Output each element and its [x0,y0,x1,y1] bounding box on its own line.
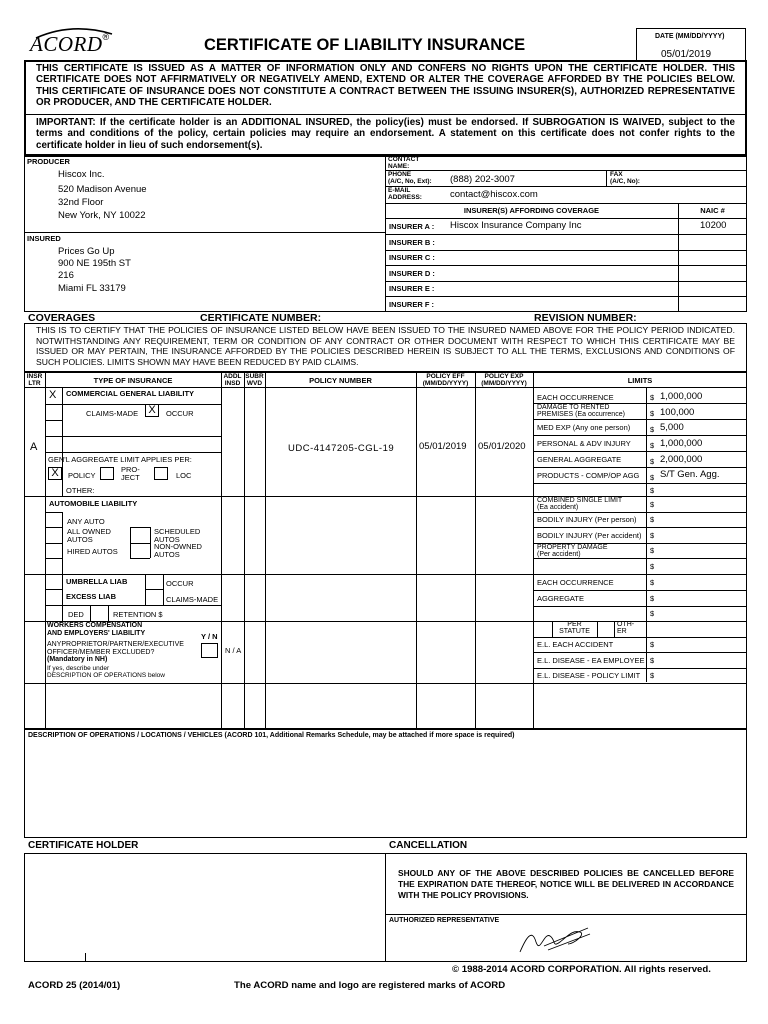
registered-mark: ® [102,32,110,42]
dollar-sign: $ [650,656,655,665]
dollar-sign: $ [650,457,655,466]
gl-limit-products-label: PRODUCTS - COMP/OP AGG [537,471,640,480]
producer-line-3: 32nd Floor [58,197,104,208]
dollar-sign: $ [650,594,655,603]
coverages-statement: THIS IS TO CERTIFY THAT THE POLICIES OF INSURANCE LISTED BELOW HAVE BEEN ISSUED TO THE INSURED NAMED ABOVE FOR THE POLICY PERIOD INDICATED. NOTWITHSTANDING ANY REQUIREMENT, TERM OR CONDITION OF ANY CONTRACT OR OTHER DOCUMENT WITH RESPECT TO WHICH THIS CERTIFICATE MAY BE ISSUED OR MAY PERTAIN, THE INSURANCE AFFORDED BY THE POLICIES DESCRIBED HEREIN IS SUBJECT TO ALL THE TERMS, EXCLUSIONS AND CONDITIONS OF SUCH POLICIES. LIMITS SHOWN MAY HAVE BEEN REDUCED BY PAID CLAIMS. [36,325,735,367]
date-box [636,28,746,62]
acord-logo [30,32,120,58]
gl-policy-number: UDC-4147205-CGL-19 [288,443,395,454]
gl-project-label: PRO- JECT [121,465,140,482]
fax-label: FAX (A/C, No): [610,171,640,185]
gl-occur-label: OCCUR [166,409,194,418]
auto-bi-accident-label: BODILY INJURY (Per accident) [537,531,642,540]
producer-label: PRODUCER [27,157,70,166]
insurer-a-label: INSURER A : [389,222,435,231]
description-box [24,729,747,838]
dollar-sign: $ [650,531,655,540]
cancellation-label: CANCELLATION [389,840,468,851]
gl-limit-personal-adv-label: PERSONAL & ADV INJURY [537,439,631,448]
umbrella-each-occurrence-label: EACH OCCURRENCE [537,578,614,587]
important-lead: IMPORTANT: [36,117,96,128]
ded-label: DED [68,610,84,619]
dollar-sign: $ [650,671,655,680]
insured-label: INSURED [27,234,61,243]
workers-mandatory: (Mandatory in NH) [47,656,108,663]
gl-policy-exp: 05/01/2020 [478,441,526,452]
insr-ltr-header: INSR LTR [26,373,43,387]
producer-line-4: New York, NY 10022 [58,210,146,221]
umbrella-claims-made-label: CLAIMS-MADE [166,595,219,604]
acord-logo-swoosh [32,26,114,40]
dollar-sign: $ [650,393,655,402]
insurer-d-label: INSURER D : [389,269,435,278]
excess-label: EXCESS LIAB [66,592,117,601]
page-title: CERTIFICATE OF LIABILITY INSURANCE [204,36,526,54]
insurer-a-naic: 10200 [700,220,727,231]
el-disease-employee-label: E.L. DISEASE - EA EMPLOYEE [537,656,645,665]
dollar-sign: $ [650,515,655,524]
gl-other-label: OTHER: [66,486,95,495]
gl-limit-each-occurrence-label: EACH OCCURRENCE [537,393,614,402]
type-of-insurance-header: TYPE OF INSURANCE [93,376,173,385]
contact-name-label: CONTACT NAME: [388,156,420,170]
any-auto-label: ANY AUTO [67,517,105,526]
limits-header: LIMITS [627,376,653,385]
gl-limit-med-exp-label: MED EXP (Any one person) [537,423,631,432]
gl-limit-damage-rented-value: 100,000 [660,407,695,418]
insurer-c-label: INSURER C : [389,253,435,262]
umbrella-occur-label: OCCUR [166,579,194,588]
dollar-sign: $ [650,425,655,434]
workers-na: N / A [225,646,242,655]
important-notice [36,117,735,151]
email-value: contact@hiscox.com [450,189,538,200]
copyright: © 1988-2014 ACORD CORPORATION. All rights reserved. [452,964,711,975]
gl-loc-label: LOC [176,471,192,480]
producer-line-1: Hiscox Inc. [58,169,105,180]
el-each-accident-label: E.L. EACH ACCIDENT [537,640,614,649]
gl-limit-personal-adv-value: 1,000,000 [660,438,703,449]
dollar-sign: $ [650,609,655,618]
occur-checkbox[interactable]: X [145,404,159,417]
certificate-number-label: CERTIFICATE NUMBER: [200,312,322,324]
policy-checkbox[interactable]: X [48,467,62,480]
workers-line-1: ANYPROPRIETOR/PARTNER/EXECUTIVE [47,641,184,648]
dollar-sign: $ [650,640,655,649]
el-disease-policy-label: E.L. DISEASE - POLICY LIMIT [537,671,641,680]
hired-autos-label: HIRED AUTOS [67,547,118,556]
description-label: DESCRIPTION OF OPERATIONS / LOCATIONS / VEHICLES (ACORD 101, Additional Remarks Schedule, may be attached if more space is required) [28,732,515,739]
insured-line-2: 900 NE 195th ST [58,258,131,269]
policy-exp-header: POLICY EXP (MM/DD/YYYY) [481,373,527,387]
project-checkbox[interactable] [100,467,114,480]
workers-line-2: OFFICER/MEMBER EXCLUDED? [47,649,155,656]
naic-label: NAIC # [700,206,725,215]
producer-line-2: 520 Madison Avenue [58,184,147,195]
gl-label: COMMERCIAL GENERAL LIABILITY [66,389,195,398]
policy-number-header: POLICY NUMBER [309,376,372,385]
authorized-rep-label: AUTHORIZED REPRESENTATIVE [389,917,500,924]
insurer-e-label: INSURER E : [389,284,435,293]
important-text: If the certificate holder is an ADDITIONAL INSURED, the policy(ies) must be endorsed. If SUBROGATION IS WAIVED, subject to the terms and conditions of the policy, certain policies may require an endorsement. A statement on this certificate does not confer rights to the certificate holder in lieu of such endorsement(s). [36,117,735,151]
dollar-sign: $ [650,546,655,555]
certificate-holder-label: CERTIFICATE HOLDER [28,840,139,851]
retention-label: RETENTION $ [113,610,163,619]
workers-line-3: If yes, describe under [47,665,110,672]
gl-claims-made-label: CLAIMS-MADE [86,409,139,418]
dollar-sign: $ [650,500,655,509]
phone-label: PHONE (A/C, No, Ext): [388,171,432,185]
dollar-sign: $ [650,562,655,571]
auto-pd-label: PROPERTY DAMAGE (Per accident) [537,544,608,558]
gl-insr-ltr: A [30,441,38,453]
auto-bi-person-label: BODILY INJURY (Per person) [537,515,637,524]
gl-limit-general-aggregate-label: GENERAL AGGREGATE [537,455,622,464]
insured-line-3: 216 [58,270,74,281]
gl-limit-med-exp-value: 5,000 [660,422,684,433]
addl-insd-header: ADDL INSD [223,373,242,387]
certificate-notice: THIS CERTIFICATE IS ISSUED AS A MATTER OF INFORMATION ONLY AND CONFERS NO RIGHTS UPON THE CERTIFICATE HOLDER. THIS CERTIFICATE DOES NOT AFFIRMATIVELY OR NEGATIVELY AMEND, EXTEND OR ALTER THE COVERAGE AFFORDED BY THE POLICIES BELOW. THIS CERTIFICATE OF INSURANCE DOES NOT CONSTITUTE A CONTRACT BETWEEN THE ISSUING INSURER(S), AUTHORIZED REPRESENTATIVE OR PRODUCER, AND THE CERTIFICATE HOLDER. [36,63,735,109]
insured-line-1: Prices Go Up [58,246,115,257]
signature-image [514,918,594,958]
auto-label: AUTOMOBILE LIABILITY [49,499,138,508]
umbrella-aggregate-label: AGGREGATE [537,594,584,603]
auto-csl-label: COMBINED SINGLE LIMIT (Ea accident) [537,497,623,511]
insurers-header: INSURER(S) AFFORDING COVERAGE [463,206,600,215]
acord-logo-text: ACORD [30,32,103,56]
workers-excluded-checkbox[interactable] [201,643,218,658]
date-value: 05/01/2019 [661,49,712,60]
trademark-notice: The ACORD name and logo are registered marks of ACORD [234,980,506,991]
policy-eff-header: POLICY EFF (MM/DD/YYYY) [422,373,469,387]
gl-policy-eff: 05/01/2019 [419,441,467,452]
gl-aggregate-applies-label: GEN'L AGGREGATE LIMIT APPLIES PER: [48,455,192,464]
workers-comp-label: WORKERS COMPENSATION AND EMPLOYERS' LIABILITY [47,622,146,637]
insurer-a-name: Hiscox Insurance Company Inc [450,220,582,231]
gl-limit-products-value: S/T Gen. Agg. [660,469,720,480]
per-statute-label: PER STATUTE [559,621,590,635]
phone-value: (888) 202-3007 [450,174,515,185]
gl-limit-each-occurrence-value: 1,000,000 [660,391,703,402]
workers-line-4: DESCRIPTION OF OPERATIONS below [47,672,165,679]
email-label: E-MAIL ADDRESS: [388,187,422,201]
revision-number-label: REVISION NUMBER: [534,312,637,324]
date-label: DATE (MM/DD/YYYY) [655,33,725,40]
gl-check-mark: X [49,389,57,401]
gl-limit-damage-rented-label: DAMAGE TO RENTED PREMISES (Ea occurrence) [537,404,625,418]
loc-checkbox[interactable] [154,467,168,480]
scheduled-label: SCHEDULED AUTOS [154,527,201,544]
insurer-b-label: INSURER B : [389,238,435,247]
form-id: ACORD 25 (2014/01) [28,980,121,991]
non-owned-label: NON-OWNED AUTOS [154,542,202,559]
cancellation-text: SHOULD ANY OF THE ABOVE DESCRIBED POLICIES BE CANCELLED BEFORE THE EXPIRATION DATE THEREOF, NOTICE WILL BE DELIVERED IN ACCORDANCE WITH THE POLICY PROVISIONS. [398,868,734,900]
all-owned-label: ALL OWNED AUTOS [67,527,111,544]
dollar-sign: $ [650,486,655,495]
oth-er-label: OTH- ER [617,621,635,635]
certificate-holder-box [24,853,386,962]
gl-limit-general-aggregate-value: 2,000,000 [660,454,703,465]
dollar-sign: $ [650,578,655,587]
insurer-f-label: INSURER F : [389,300,434,309]
umbrella-label: UMBRELLA LIAB [66,577,128,586]
dollar-sign: $ [650,409,655,418]
dollar-sign: $ [650,441,655,450]
subr-wvd-header: SUBR WVD [245,373,264,387]
coverages-label: COVERAGES [28,312,96,324]
yn-label: Y / N [201,632,218,641]
dollar-sign: $ [650,473,655,482]
gl-policy-label: POLICY [68,471,96,480]
insured-line-4: Miami FL 33179 [58,283,126,294]
